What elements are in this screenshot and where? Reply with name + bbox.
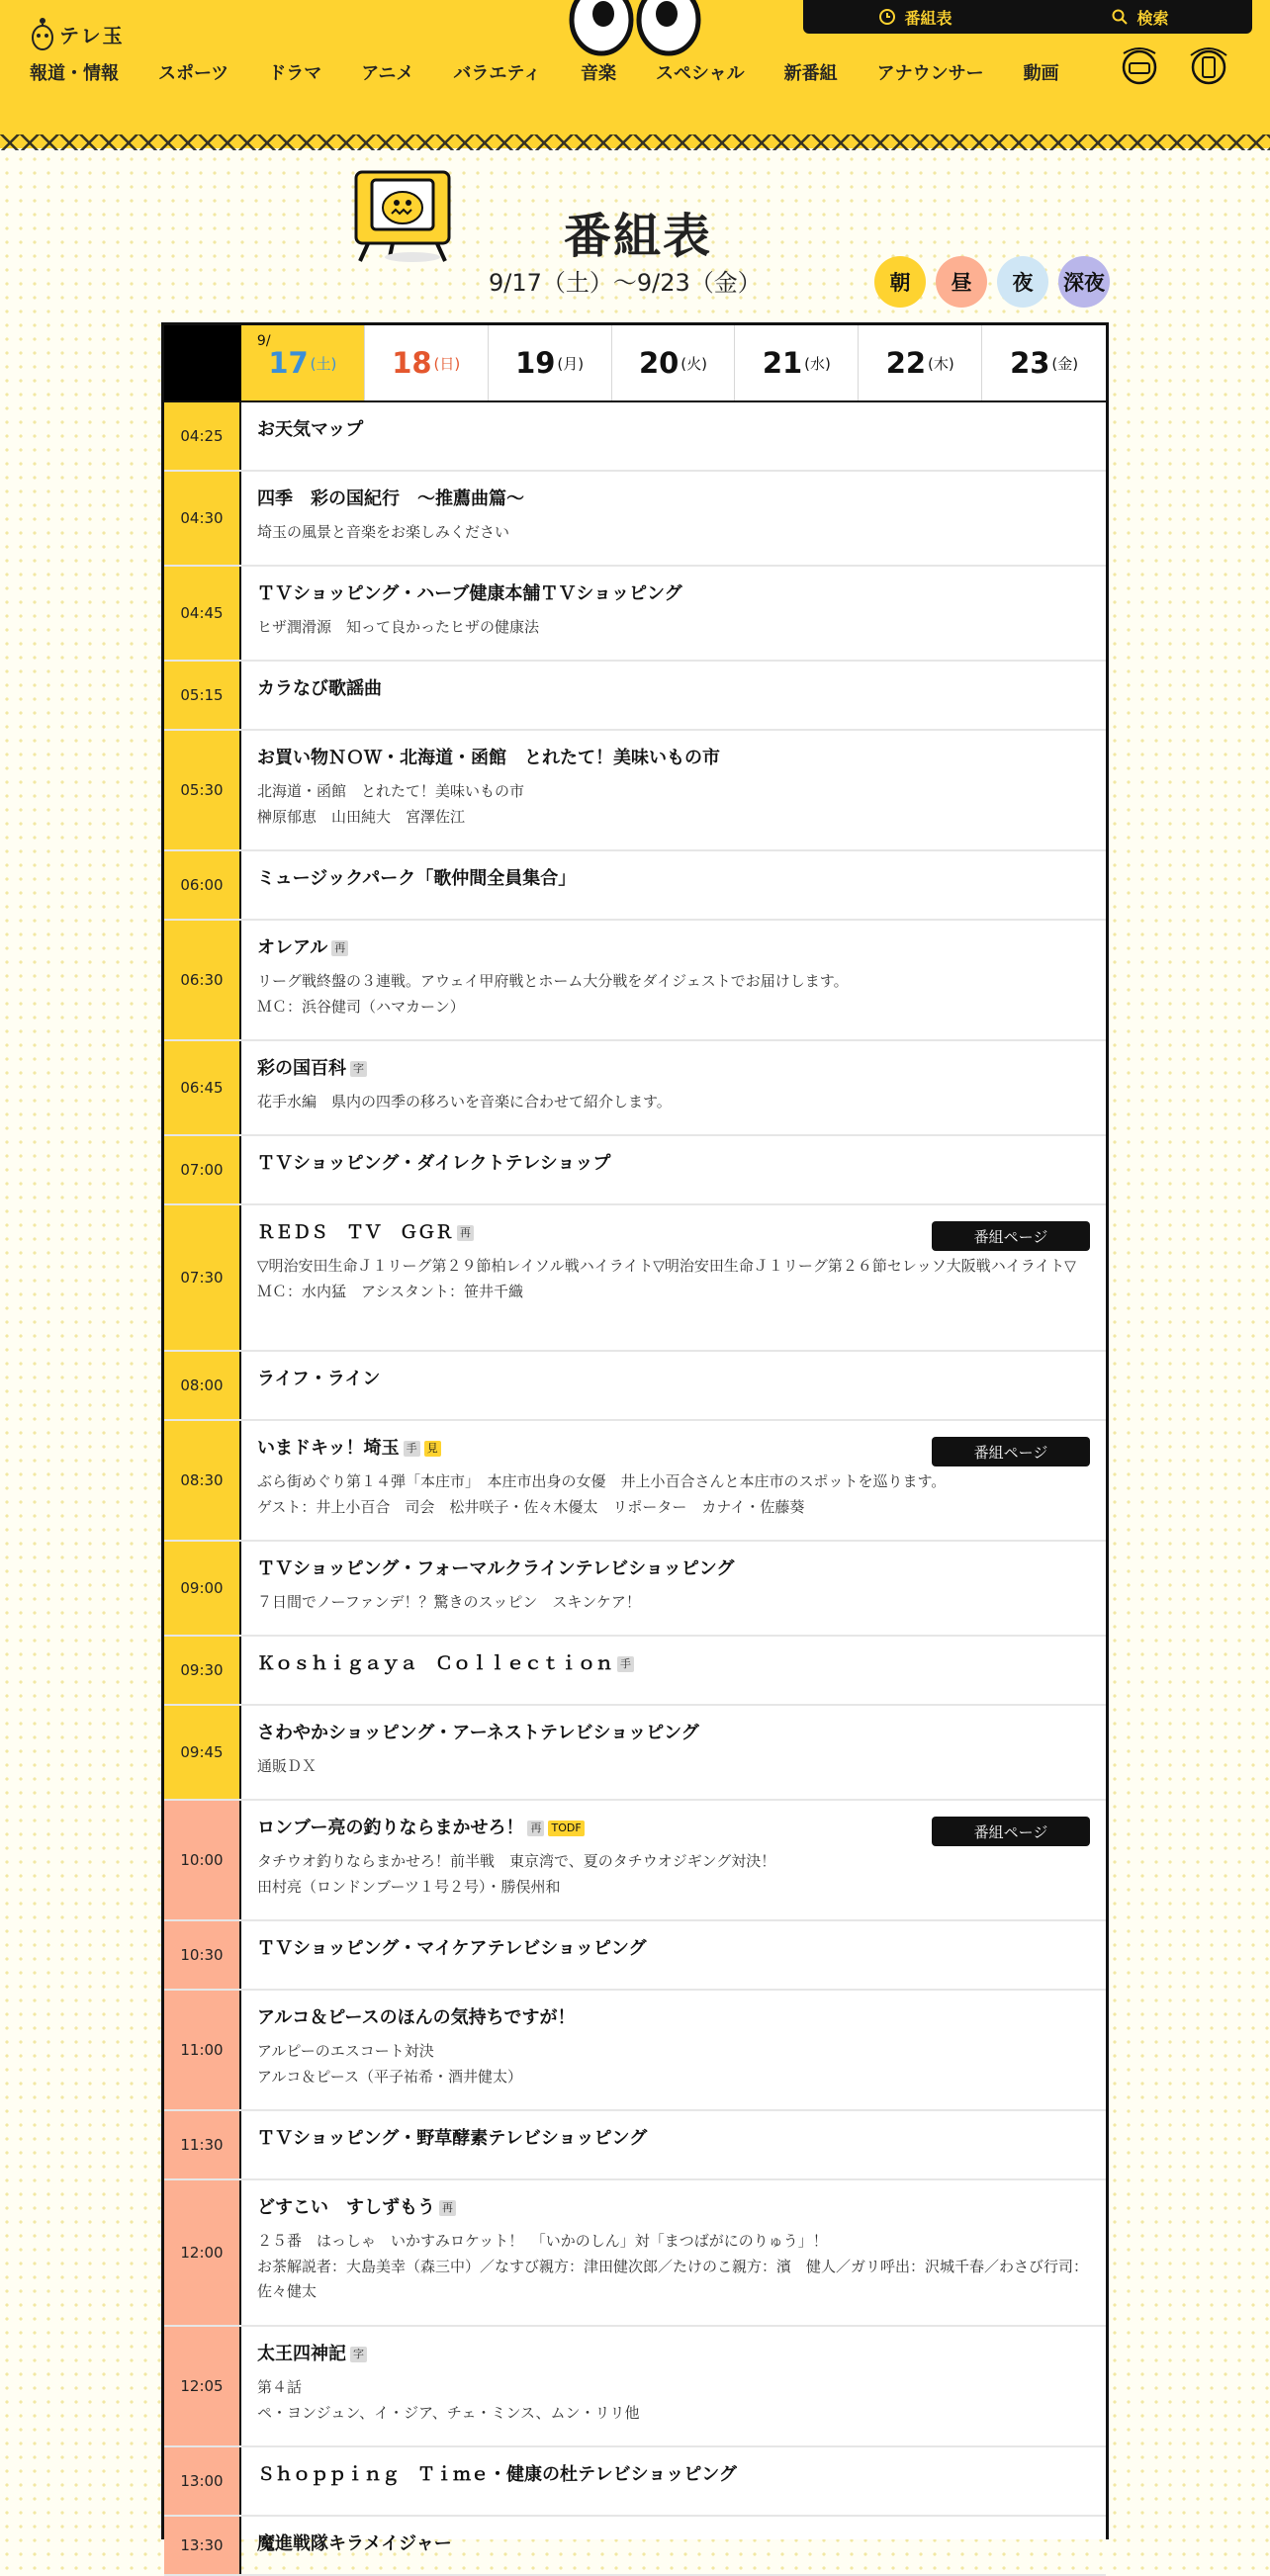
program-time: 09:00 — [164, 1542, 241, 1635]
program-title: お買い物ＮＯＷ・北海道・函館 とれたて！美味いもの市 — [257, 748, 720, 768]
tod-afternoon-label: 昼 — [951, 271, 972, 295]
program-description: ▽明治安田生命Ｊ１リーグ第２９節柏レイソル戦ハイライト▽明治安田生命Ｊ１リーグ第２６節セレッソ大阪戦ハイライト▽ ＭＣ：水内猛 アシスタント：笹井千織 — [257, 1257, 1076, 1300]
day-tab-23[interactable] — [982, 325, 1106, 400]
program-row — [164, 472, 1106, 567]
program-cell[interactable] — [241, 1352, 1106, 1419]
program-title: ＴＶショッピング・ハーブ健康本舗ＴＶショッピング — [257, 583, 682, 604]
program-title-line — [257, 2006, 1090, 2029]
program-title-line — [257, 2343, 1090, 2365]
program-row — [164, 1991, 1106, 2111]
program-title-line — [257, 1652, 1090, 1675]
day-number: 17 — [268, 346, 309, 380]
day-tab-22[interactable] — [859, 325, 982, 400]
program-description: 通販ＤＸ — [257, 1757, 318, 1776]
day-number: 22 — [885, 346, 927, 380]
program-time: 12:00 — [164, 2180, 241, 2325]
program-cell[interactable] — [241, 1205, 1106, 1350]
program-description: 埼玉の風景と音楽をお楽しみください — [257, 523, 510, 542]
program-title: ミュージックパーク「歌仲間全員集合」 — [257, 868, 577, 889]
program-description: ２５番 はっしゃ いかすみロケット！ 「いかのしん」対「まつばがにのりゅう」！ お茶解説者：大島美幸（森三中）／なすび親方：津田健次郎／たけのこ親方：濱 健人／ガリ呼出：沢城千春／わさび行司：佐々健太 — [257, 2232, 1089, 2301]
program-time: 08:00 — [164, 1352, 241, 1419]
program-row — [164, 731, 1106, 851]
program-title-line — [257, 1152, 1090, 1175]
program-row — [164, 2180, 1106, 2327]
program-time: 09:30 — [164, 1637, 241, 1704]
program-title-line — [257, 2463, 1090, 2486]
program-title: ＴＶショッピング・ダイレクトテレショップ — [257, 1153, 611, 1174]
program-title-line — [257, 2532, 1090, 2555]
program-title: ロンブー亮の釣りならまかせろ！ — [257, 1818, 524, 1838]
tod-late-night-label: 深夜 — [1063, 271, 1105, 295]
date-range: 9/17（土）〜9/23（金） — [489, 269, 762, 297]
program-title-line — [257, 488, 1090, 510]
day-tabs-corner — [164, 325, 241, 400]
search-link-label: 検索 — [1136, 8, 1169, 28]
program-row — [164, 402, 1106, 472]
teletama-dream-icon[interactable] — [1118, 44, 1161, 87]
program-time: 11:30 — [164, 2111, 241, 2178]
program-row — [164, 1637, 1106, 1706]
tod-evening-label: 夜 — [1012, 271, 1034, 295]
program-page-button[interactable]: 番組ページ — [932, 1221, 1090, 1251]
program-cell[interactable] — [241, 1421, 1106, 1540]
program-cell[interactable] — [241, 2180, 1106, 2325]
program-row — [164, 1706, 1106, 1801]
program-cell[interactable] — [241, 1921, 1106, 1989]
program-description: ヒザ潤滑源 知って良かったヒザの健康法 — [257, 618, 540, 637]
program-cell[interactable] — [241, 1637, 1106, 1704]
day-weekday: (火) — [680, 354, 708, 373]
day-weekday: (水) — [804, 354, 831, 373]
program-description: ７日間でノーファンデ！？驚きのスッピン スキンケア！ — [257, 1593, 641, 1612]
clock-icon — [878, 8, 896, 26]
program-title: オレアル — [257, 937, 328, 958]
schedule-link[interactable] — [803, 6, 1028, 29]
program-row — [164, 2111, 1106, 2180]
program-badge: 再 — [457, 1225, 474, 1241]
program-title: ＴＶショッピング・野草酵素テレビショッピング — [257, 2128, 648, 2149]
day-number: 20 — [638, 346, 680, 380]
program-time: 09:45 — [164, 1706, 241, 1799]
day-weekday: (土) — [310, 354, 337, 373]
tod-morning-button[interactable] — [874, 256, 926, 308]
program-row — [164, 921, 1106, 1041]
program-row — [164, 662, 1106, 731]
main-nav — [30, 59, 1059, 85]
tv-mascot-icon — [348, 166, 457, 265]
day-number: 21 — [762, 346, 803, 380]
program-description: ぶら街めぐり第１４弾「本庄市」 本庄市出身の女優 井上小百合さんと本庄市のスポットを巡ります。 ゲスト：井上小百合 司会 松井咲子・佐々木優太 リポーター カナイ・佐藤葵 — [257, 1472, 947, 1516]
program-cell[interactable] — [241, 2111, 1106, 2178]
program-time: 12:05 — [164, 2327, 241, 2445]
nav-item-sports[interactable]: スポーツ — [158, 63, 229, 84]
program-time: 04:30 — [164, 472, 241, 565]
program-cell[interactable] — [241, 851, 1106, 919]
day-tabs — [164, 325, 1106, 402]
program-title-line — [257, 677, 1090, 700]
program-title: どすこい すしずもう — [257, 2197, 435, 2218]
site-header — [0, 0, 1270, 148]
program-description: 第４話 ペ・ヨンジュン、イ・ジア、チェ・ミンス、ムン・リリ他 — [257, 2378, 640, 2422]
program-title-line — [257, 1557, 1090, 1580]
program-time: 06:00 — [164, 851, 241, 919]
program-cell[interactable] — [241, 662, 1106, 729]
program-time: 13:00 — [164, 2447, 241, 2515]
program-description: リーグ戦終盤の３連戦。アウェイ甲府戦とホーム大分戦をダイジェストでお届けします。 ＭＣ：浜谷健司（ハマカーン） — [257, 972, 849, 1016]
program-row — [164, 1801, 1106, 1921]
program-time: 13:30 — [164, 2517, 241, 2574]
program-cell[interactable] — [241, 2517, 1106, 2574]
program-time: 10:30 — [164, 1921, 241, 1989]
nav-item-news[interactable]: 報道・情報 — [30, 63, 119, 84]
program-time: 07:30 — [164, 1205, 241, 1350]
program-row — [164, 2327, 1106, 2447]
program-cell[interactable] — [241, 1136, 1106, 1203]
site-logo[interactable] — [30, 16, 125, 51]
program-badge: 手 — [404, 1441, 420, 1457]
day-number: 18 — [392, 346, 432, 380]
program-time: 10:00 — [164, 1801, 241, 1919]
program-title: Ｋｏｓｈｉｇａｙａ Ｃｏｌｌｅｃｔｉｏｎ — [257, 1653, 613, 1674]
tod-morning-label: 朝 — [889, 271, 911, 295]
program-time: 04:45 — [164, 567, 241, 660]
program-row — [164, 851, 1106, 921]
program-time: 08:30 — [164, 1421, 241, 1540]
program-badge: 見 — [424, 1441, 441, 1457]
program-title: カラなび歌謡曲 — [257, 678, 382, 699]
program-time: 07:00 — [164, 1136, 241, 1203]
tod-evening-button[interactable] — [997, 256, 1048, 308]
program-row — [164, 2447, 1106, 2517]
program-title: Ｓｈｏｐｐｉｎｇ Ｔｉｍｅ・健康の杜テレビショッピング — [257, 2464, 737, 2485]
program-time: 11:00 — [164, 1991, 241, 2109]
program-row — [164, 2517, 1106, 2576]
program-description: アルピーのエスコート対決 アルコ＆ピース（平子祐希・酒井健太） — [257, 2042, 523, 2086]
program-cell[interactable] — [241, 2327, 1106, 2445]
tod-late-night-button[interactable] — [1058, 256, 1110, 308]
program-cell[interactable] — [241, 1801, 1106, 1919]
logo-text: テレ玉 — [59, 23, 125, 47]
program-time: 05:30 — [164, 731, 241, 849]
program-cell[interactable] — [241, 2447, 1106, 2515]
program-cell[interactable] — [241, 1041, 1106, 1134]
nav-item-videos[interactable]: 動画 — [1023, 63, 1059, 84]
program-title: ＴＶショッピング・フォーマルクラインテレビショッピング — [257, 1558, 735, 1579]
nav-icon-group — [1118, 44, 1230, 87]
search-icon — [1111, 8, 1129, 26]
program-title-line — [257, 867, 1090, 890]
program-title: ＴＶショッピング・マイケアテレビショッピング — [257, 1938, 647, 1959]
day-tab-17[interactable] — [241, 325, 365, 400]
day-number: 19 — [515, 346, 556, 380]
program-title: アルコ＆ピースのほんの気持ちですが！ — [257, 2007, 576, 2028]
program-description: 北海道・函館 とれたて！美味いもの市 榊原郁恵 山田純大 宮澤佐江 — [257, 782, 525, 826]
program-title-line — [257, 418, 1090, 441]
tod-afternoon-button[interactable] — [936, 256, 987, 308]
program-row — [164, 1352, 1106, 1421]
nav-item-anime[interactable]: アニメ — [361, 63, 414, 84]
program-title-line — [257, 1937, 1090, 1960]
day-weekday: (金) — [1051, 354, 1079, 373]
program-badge: 手 — [617, 1656, 634, 1672]
day-month: 9/ — [256, 333, 271, 349]
day-tab-21[interactable] — [735, 325, 859, 400]
program-title-line — [257, 2196, 1090, 2219]
program-title-line — [257, 582, 1090, 605]
program-badge: TODF — [548, 1821, 584, 1836]
program-time: 06:30 — [164, 921, 241, 1039]
program-cell[interactable] — [241, 731, 1106, 849]
program-row — [164, 567, 1106, 662]
program-title-line — [257, 1722, 1090, 1744]
program-badge: 再 — [527, 1821, 544, 1836]
page-title: 番組表 — [563, 209, 712, 264]
program-time: 04:25 — [164, 402, 241, 470]
program-title-line — [257, 1057, 1090, 1080]
program-title-line — [257, 747, 1090, 769]
header-zigzag-border — [0, 134, 1270, 150]
program-cell[interactable] — [241, 472, 1106, 565]
program-row — [164, 1041, 1106, 1136]
program-badge: 再 — [331, 940, 348, 956]
program-description: タチウオ釣りならまかせろ！前半戦 東京湾で、夏のタチウオジギング対決！ 田村亮（ロンドンブーツ１号２号）・勝俣州和 — [257, 1852, 776, 1896]
program-cell[interactable] — [241, 567, 1106, 660]
program-cell[interactable] — [241, 921, 1106, 1039]
program-description: 花手水編 県内の四季の移ろいを音楽に合わせて紹介します。 — [257, 1093, 672, 1111]
top-utility-bar — [803, 0, 1252, 34]
program-row — [164, 1136, 1106, 1205]
program-title-line — [257, 2127, 1090, 2150]
program-title: ライフ・ライン — [257, 1369, 381, 1389]
day-tab-20[interactable] — [612, 325, 736, 400]
nav-item-announcers[interactable]: アナウンサー — [876, 63, 984, 84]
program-title-line — [257, 1368, 1090, 1390]
day-tab-19[interactable] — [489, 325, 612, 400]
program-title: 魔進戦隊キラメイジャー — [257, 2533, 452, 2554]
program-badge: 字 — [350, 1061, 367, 1077]
program-time: 06:45 — [164, 1041, 241, 1134]
program-row — [164, 1421, 1106, 1542]
eyes-decoration-icon — [562, 0, 710, 61]
program-badge: 字 — [350, 2347, 367, 2362]
program-row — [164, 1921, 1106, 1991]
schedule-link-label: 番組表 — [904, 8, 952, 28]
nav-item-music[interactable]: 音楽 — [580, 63, 616, 84]
program-list — [164, 402, 1106, 2576]
mascot-icon — [30, 16, 55, 51]
program-page-button[interactable]: 番組ページ — [932, 1817, 1090, 1846]
day-tab-18[interactable] — [365, 325, 489, 400]
program-badge: 再 — [439, 2200, 456, 2216]
day-number: 23 — [1010, 346, 1050, 380]
program-title-line — [257, 936, 1090, 959]
program-title: ＲＥＤＳ ＴＶ ＧＧＲ — [257, 1222, 453, 1243]
program-cell[interactable] — [241, 1542, 1106, 1635]
day-weekday: (木) — [928, 354, 954, 373]
program-title: さわやかショッピング・アーネストテレビショッピング — [257, 1723, 699, 1743]
program-title: 四季 彩の国紀行 ～推薦曲篇～ — [257, 489, 524, 509]
program-row — [164, 1542, 1106, 1637]
program-cell[interactable] — [241, 1706, 1106, 1799]
program-title: いまドキッ！埼玉 — [257, 1438, 400, 1459]
program-title: 彩の国百科 — [257, 1058, 346, 1079]
nav-item-special[interactable]: スペシャル — [655, 63, 745, 84]
program-time: 05:15 — [164, 662, 241, 729]
day-weekday: (日) — [433, 354, 461, 373]
program-title: 太王四神記 — [257, 2344, 346, 2364]
teletama-point-icon[interactable] — [1187, 44, 1230, 87]
day-weekday: (月) — [557, 354, 585, 373]
nav-item-variety[interactable]: バラエティ — [453, 63, 541, 84]
nav-item-new-programs[interactable]: 新番組 — [783, 63, 838, 84]
nav-item-drama[interactable]: ドラマ — [268, 63, 322, 84]
program-cell[interactable] — [241, 1991, 1106, 2109]
program-page-button[interactable]: 番組ページ — [932, 1437, 1090, 1466]
search-link[interactable] — [1028, 6, 1252, 29]
program-cell[interactable] — [241, 402, 1106, 470]
schedule-table — [161, 322, 1109, 2554]
program-row — [164, 1205, 1106, 1352]
program-title: お天気マップ — [257, 419, 364, 440]
